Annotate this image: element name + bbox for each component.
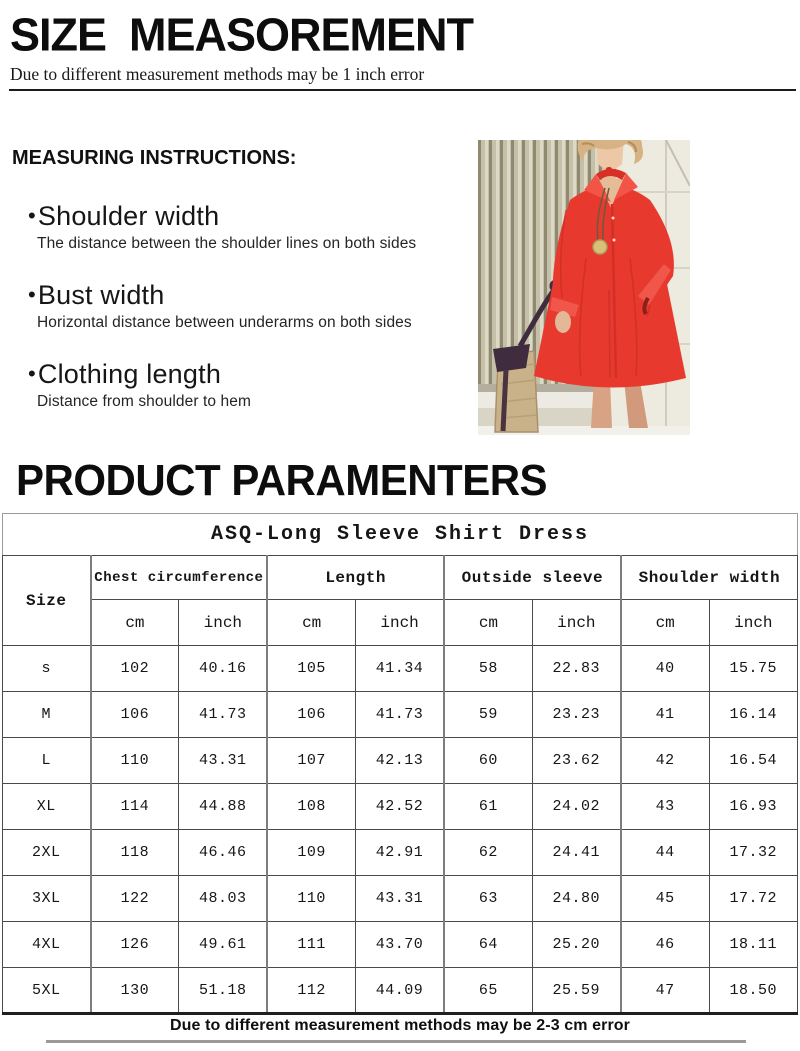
measurement-cell: 16.93 (709, 784, 797, 830)
measurement-cell: 107 (267, 738, 355, 784)
product-parameters-heading: PRODUCT PARAMENTERS (16, 456, 548, 505)
measurement-cell: 17.72 (709, 876, 797, 922)
unit-header-cm: cm (444, 600, 532, 646)
measurement-cell: 46.46 (179, 830, 267, 876)
measurement-cell: 41 (621, 692, 709, 738)
measurement-cell: 25.59 (532, 968, 620, 1014)
unit-header-cm: cm (267, 600, 355, 646)
model-in-red-shirt-dress-illustration (478, 140, 690, 435)
measurement-cell: 24.41 (532, 830, 620, 876)
measurement-cell: 51.18 (179, 968, 267, 1014)
instruction-item-clothing-length (28, 359, 458, 411)
table-row (3, 738, 798, 784)
size-cell: 3XL (3, 876, 91, 922)
measurement-cell: 63 (444, 876, 532, 922)
table-unit-header-row (3, 600, 798, 646)
table-group-header-row (3, 556, 798, 600)
instruction-term (28, 359, 458, 390)
measurement-cell: 43 (621, 784, 709, 830)
page-title: SIZE MEASOREMENT (10, 8, 474, 62)
measurement-cell: 45 (621, 876, 709, 922)
measurement-cell: 41.34 (356, 646, 444, 692)
unit-header-cm: cm (621, 600, 709, 646)
instruction-item-shoulder-width (28, 201, 458, 253)
bullet-icon: • (28, 203, 36, 228)
measurement-cell: 61 (444, 784, 532, 830)
measurement-cell: 109 (267, 830, 355, 876)
measurement-cell: 40.16 (179, 646, 267, 692)
size-cell: XL (3, 784, 91, 830)
column-header-shoulder-width: Shoulder width (621, 556, 798, 600)
size-table (2, 513, 798, 1015)
tolerance-note-cm: Due to different measurement methods may be 2-3 cm error (170, 1017, 630, 1034)
measurement-cell: 130 (91, 968, 179, 1014)
measurement-cell: 102 (91, 646, 179, 692)
measurement-cell: 108 (267, 784, 355, 830)
measurement-cell: 122 (91, 876, 179, 922)
tolerance-note-inch: Due to different measurement methods may be 1 inch error (10, 64, 425, 84)
table-row (3, 876, 798, 922)
measurement-cell: 44.88 (179, 784, 267, 830)
table-row (3, 968, 798, 1014)
unit-header-inch: inch (532, 600, 620, 646)
measurement-cell: 106 (267, 692, 355, 738)
table-row (3, 692, 798, 738)
measurement-cell: 114 (91, 784, 179, 830)
measurement-cell: 25.20 (532, 922, 620, 968)
size-cell: 5XL (3, 968, 91, 1014)
instruction-description: The distance between the shoulder lines on both sides (37, 235, 417, 252)
column-header-chest-circumference: Chest circumference (91, 556, 268, 600)
measurement-cell: 47 (621, 968, 709, 1014)
table-row (3, 830, 798, 876)
measurement-cell: 24.02 (532, 784, 620, 830)
product-photo (478, 140, 690, 435)
measurement-cell: 43.31 (356, 876, 444, 922)
table-row (3, 646, 798, 692)
measurement-cell: 40 (621, 646, 709, 692)
measurement-cell: 111 (267, 922, 355, 968)
measurement-cell: 42.13 (356, 738, 444, 784)
column-header-outside-sleeve: Outside sleeve (444, 556, 621, 600)
measurement-cell: 18.50 (709, 968, 797, 1014)
measurement-cell: 58 (444, 646, 532, 692)
measurement-cell: 59 (444, 692, 532, 738)
instruction-description: Distance from shoulder to hem (37, 393, 251, 410)
measurement-cell: 110 (267, 876, 355, 922)
measurement-cell: 22.83 (532, 646, 620, 692)
measurement-cell: 43.70 (356, 922, 444, 968)
column-header-size: Size (3, 556, 91, 646)
instruction-term-label: Clothing length (37, 359, 222, 389)
table-row (3, 784, 798, 830)
header-divider (9, 89, 796, 91)
measurement-cell: 24.80 (532, 876, 620, 922)
size-cell: L (3, 738, 91, 784)
instruction-description: Horizontal distance between underarms on both sides (37, 314, 412, 331)
measurement-cell: 46 (621, 922, 709, 968)
measurement-cell: 49.61 (179, 922, 267, 968)
measurement-cell: 44 (621, 830, 709, 876)
measurement-cell: 42.91 (356, 830, 444, 876)
measurement-cell: 126 (91, 922, 179, 968)
measurement-cell: 16.14 (709, 692, 797, 738)
measurement-cell: 64 (444, 922, 532, 968)
size-cell: 2XL (3, 830, 91, 876)
instruction-term-label: Bust width (37, 280, 165, 310)
table-title: ASQ-Long Sleeve Shirt Dress (3, 514, 798, 556)
size-cell: 4XL (3, 922, 91, 968)
measurement-cell: 18.11 (709, 922, 797, 968)
measurement-cell: 105 (267, 646, 355, 692)
unit-header-inch: inch (709, 600, 797, 646)
measurement-cell: 106 (91, 692, 179, 738)
instruction-term (28, 280, 458, 311)
measurement-cell: 41.73 (356, 692, 444, 738)
measurement-cell: 60 (444, 738, 532, 784)
bullet-icon: • (28, 361, 36, 386)
instruction-item-bust-width (28, 280, 458, 332)
measurement-cell: 23.23 (532, 692, 620, 738)
measurement-cell: 110 (91, 738, 179, 784)
size-cell: M (3, 692, 91, 738)
table-row (3, 922, 798, 968)
measurement-cell: 41.73 (179, 692, 267, 738)
measurement-cell: 17.32 (709, 830, 797, 876)
size-table-body (3, 646, 798, 1014)
measurement-cell: 48.03 (179, 876, 267, 922)
instruction-term-label: Shoulder width (37, 201, 220, 231)
measurement-cell: 44.09 (356, 968, 444, 1014)
measurement-cell: 23.62 (532, 738, 620, 784)
measurement-cell: 42 (621, 738, 709, 784)
measurement-cell: 118 (91, 830, 179, 876)
measurement-cell: 42.52 (356, 784, 444, 830)
measurement-cell: 43.31 (179, 738, 267, 784)
unit-header-inch: inch (179, 600, 267, 646)
measurement-cell: 15.75 (709, 646, 797, 692)
bullet-icon: • (28, 282, 36, 307)
footer-divider (46, 1040, 746, 1043)
unit-header-cm: cm (91, 600, 179, 646)
unit-header-inch: inch (356, 600, 444, 646)
measurement-cell: 62 (444, 830, 532, 876)
measurement-cell: 112 (267, 968, 355, 1014)
measurement-cell: 65 (444, 968, 532, 1014)
measuring-instructions-heading: MEASURING INSTRUCTIONS: (12, 147, 297, 169)
instruction-term (28, 201, 458, 232)
measurement-cell: 16.54 (709, 738, 797, 784)
column-header-length: Length (267, 556, 444, 600)
table-title-row (3, 514, 798, 556)
size-cell: s (3, 646, 91, 692)
